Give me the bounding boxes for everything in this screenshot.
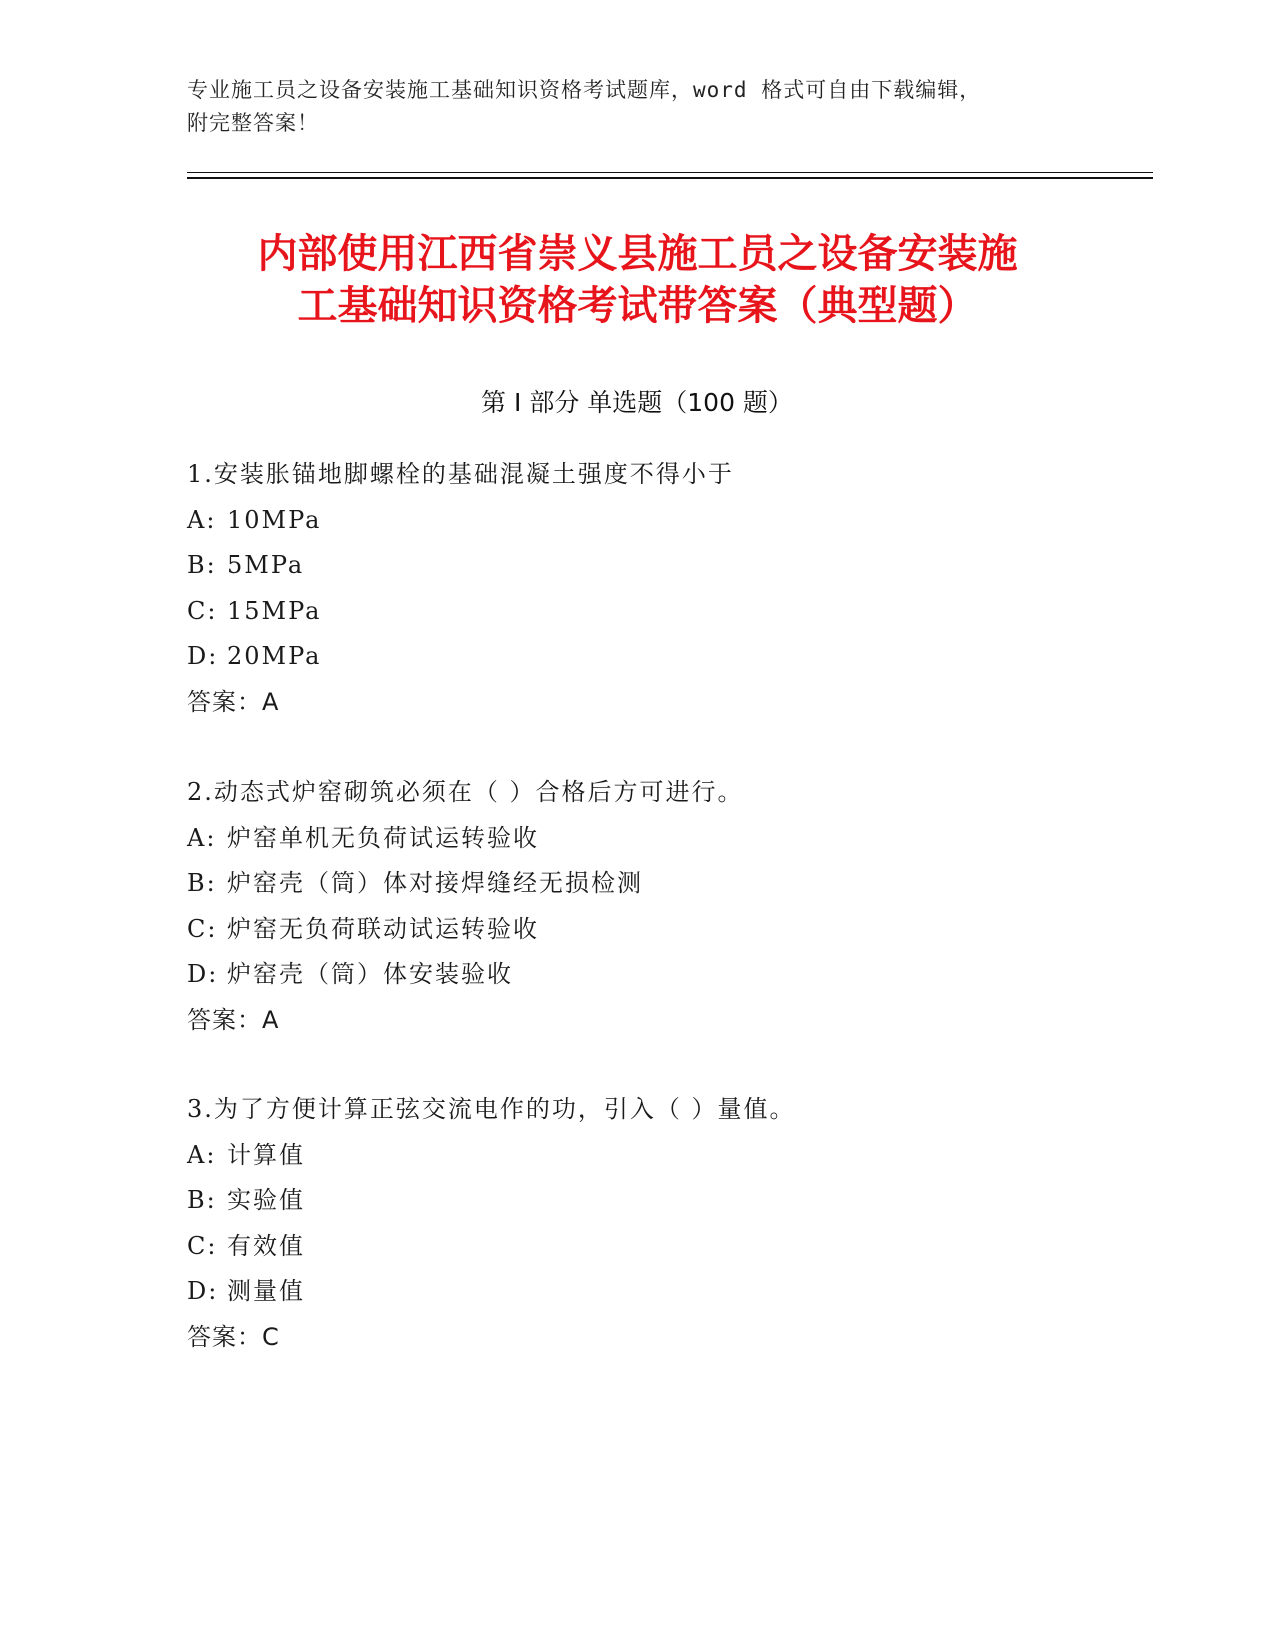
document-title-line-2: 工基础知识资格考试带答案（典型题） (297, 283, 978, 329)
option-text: 炉窑壳（筒）体对接焊缝经无损检测 (227, 869, 643, 897)
option-a (187, 1133, 1147, 1179)
answer: 答案：A (187, 687, 280, 716)
option-key: B: (187, 1186, 217, 1214)
option-b (187, 861, 1147, 907)
option-d (187, 634, 1147, 680)
option-text: 实验值 (227, 1186, 305, 1214)
option-text: 炉窑壳（筒）体安装验收 (227, 960, 513, 988)
option-c (187, 1224, 1147, 1270)
header-divider-thin (187, 172, 1153, 173)
option-key: B: (187, 869, 217, 897)
option-b (187, 543, 1147, 589)
option-key: A: (187, 823, 217, 852)
option-text: 计算值 (227, 1140, 305, 1169)
option-b (187, 1178, 1147, 1224)
option-key: C: (187, 914, 218, 943)
option-text: 5MPa (227, 551, 305, 579)
header-note (187, 74, 1087, 140)
option-key: A: (187, 505, 217, 534)
option-text: 15MPa (227, 596, 322, 625)
document-title-line-1: 内部使用江西省崇义县施工员之设备安装施 (257, 231, 1018, 277)
option-key: D: (187, 1277, 219, 1305)
option-text: 炉窑单机无负荷试运转验收 (227, 823, 539, 852)
option-key: C: (187, 1231, 218, 1260)
option-text: 炉窑无负荷联动试运转验收 (227, 914, 539, 943)
option-text: 测量值 (227, 1277, 305, 1305)
option-c (187, 589, 1147, 635)
option-c (187, 907, 1147, 953)
question-stem: 1.安装胀锚地脚螺栓的基础混凝土强度不得小于 (187, 460, 734, 488)
option-key: B: (187, 551, 217, 579)
question-1 (187, 452, 1147, 725)
option-text: 20MPa (227, 642, 322, 670)
question-3 (187, 1087, 1147, 1360)
option-d (187, 1269, 1147, 1315)
answer: 答案：A (187, 1005, 280, 1034)
option-d (187, 952, 1147, 998)
option-text: 10MPa (227, 505, 322, 534)
option-key: D: (187, 960, 219, 988)
option-key: D: (187, 642, 219, 670)
question-stem: 2.动态式炉窑砌筑必须在（ ）合格后方可进行。 (187, 778, 744, 806)
question-stem: 3.为了方便计算正弦交流电作的功，引入（ ）量值。 (187, 1095, 796, 1123)
option-a (187, 498, 1147, 544)
header-note-line-2: 附完整答案！ (187, 111, 319, 135)
option-key: C: (187, 596, 218, 625)
header-divider-thick (187, 177, 1153, 179)
document-title (150, 228, 1125, 332)
section-title: 第 I 部分 单选题（100 题） (481, 388, 793, 417)
option-a (187, 816, 1147, 862)
answer: 答案：C (187, 1322, 280, 1351)
option-key: A: (187, 1140, 217, 1169)
question-2 (187, 770, 1147, 1043)
header-note-line-1: 专业施工员之设备安装施工基础知识资格考试题库，word 格式可自由下载编辑， (187, 78, 982, 102)
option-text: 有效值 (227, 1231, 305, 1260)
